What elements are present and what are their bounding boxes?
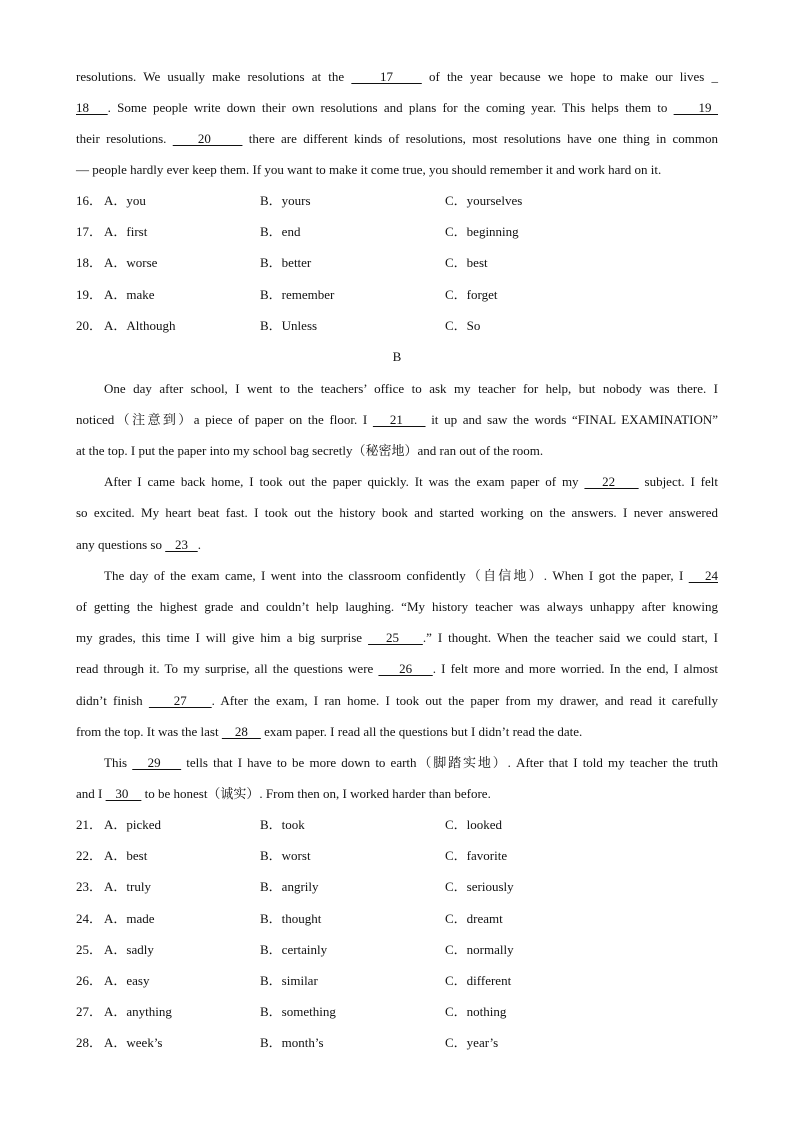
option-c: C．different <box>445 973 512 988</box>
text-line <box>76 162 661 178</box>
question-number: 22． <box>76 848 103 864</box>
text-line <box>104 755 718 771</box>
text-line <box>104 381 718 397</box>
option-b: B．better <box>260 255 312 271</box>
option-a: A．truly <box>104 879 151 895</box>
text-line <box>104 568 718 584</box>
option-c: C．seriously <box>445 879 514 895</box>
text-run: subject. I felt <box>638 474 718 489</box>
option-b: B．something <box>260 1004 336 1020</box>
option-a: A．week’s <box>104 1035 163 1051</box>
question-number: 20． <box>76 317 103 333</box>
text-line <box>76 786 491 802</box>
text-run: to be honest（诚实）. From then on, I worked harder than before. <box>141 786 491 801</box>
question-number: 28． <box>76 1035 103 1051</box>
option-b: B．remember <box>260 286 335 302</box>
option-c: C．normally <box>445 941 514 957</box>
text-run: of the year because we hope to make our lives <box>421 69 712 84</box>
text-run: at the top. I put the paper into my school bag secretly（秘密地）and ran out of the room. <box>76 443 544 458</box>
option-c: C．dreamt <box>445 910 503 926</box>
question-number: 18． <box>76 255 103 271</box>
answer-blank: 17 <box>351 69 422 84</box>
text-run: so excited. My heart beat fast. I took out the history book and started working on the answers. I never answered <box>76 505 718 520</box>
text-line <box>76 537 201 553</box>
option-b: B．Unless <box>260 317 318 333</box>
option-a: A．sadly <box>104 941 154 957</box>
text-run: _ <box>711 69 719 84</box>
answer-blank: 19 <box>673 100 719 115</box>
text-run: there are different kinds of resolutions, most resolutions have one thing in common <box>242 131 718 146</box>
option-a: A．you <box>104 193 146 208</box>
question-number: 19． <box>76 286 103 302</box>
text-line <box>104 474 718 490</box>
option-b: B．worst <box>260 848 311 864</box>
answer-blank: 29 <box>132 755 182 770</box>
text-run: of getting the highest grade and couldn’t help laughing. “My history teacher was always unhappy after knowing <box>76 599 718 614</box>
text-run: This <box>104 755 133 770</box>
option-b: B．certainly <box>260 941 328 957</box>
answer-blank: 24 <box>688 568 718 583</box>
text-run: . <box>197 537 201 552</box>
question-number: 23． <box>76 879 103 895</box>
text-run: . After the exam, I ran home. I took out the paper from my drawer, and read it carefully <box>211 693 718 708</box>
text-run: and I <box>76 786 106 801</box>
answer-blank: 27 <box>148 693 212 708</box>
question-number: 21． <box>76 817 103 832</box>
option-c: C．year’s <box>445 1035 499 1051</box>
answer-blank: 22 <box>584 474 639 489</box>
answer-blank: 21 <box>372 412 426 427</box>
text-run: noticed（注意到）a piece of paper on the floor. I <box>76 412 373 427</box>
question-number: 25． <box>76 941 103 957</box>
option-b: B．thought <box>260 910 322 926</box>
option-c: C．nothing <box>445 1004 507 1020</box>
text-line <box>76 131 718 147</box>
text-run: . I felt more and more worried. In the end, I almost <box>432 661 718 676</box>
question-number: 16． <box>76 193 103 208</box>
question-number: 27． <box>76 1004 103 1020</box>
text-run: exam paper. I read all the questions but I didn’t read the date. <box>260 724 583 739</box>
text-run: didn’t finish <box>76 693 149 708</box>
text-run: — people hardly ever keep them. If you want to make it come true, you should remember it and work hard on it. <box>76 162 662 177</box>
option-c: C．yourselves <box>445 193 523 208</box>
answer-blank: 28 <box>221 724 261 739</box>
option-a: A．easy <box>104 973 150 988</box>
option-b: B．angrily <box>260 879 319 895</box>
text-line <box>76 100 718 116</box>
text-line <box>76 693 718 709</box>
text-run: The day of the exam came, I went into the classroom confidently（自信地）. When I got the paper, I <box>104 568 689 583</box>
text-run: any questions so <box>76 537 166 552</box>
question-number: 26． <box>76 973 103 988</box>
text-run: After I came back home, I took out the paper quickly. It was the exam paper of my <box>104 474 585 489</box>
answer-blank: 26 <box>378 661 433 676</box>
option-b: B．month’s <box>260 1035 324 1051</box>
text-run: it up and saw the words “FINAL EXAMINATION” <box>425 412 718 427</box>
option-c: C．beginning <box>445 224 519 240</box>
text-run: my grades, this time I will give him a big surprise <box>76 630 369 645</box>
option-b: B．yours <box>260 193 311 208</box>
text-line <box>76 630 718 646</box>
answer-blank: 20 <box>172 131 243 146</box>
text-run: tells that I have to be more down to earth（脚踏实地）. After that I told my teacher the truth <box>181 755 718 770</box>
option-c: C．best <box>445 255 488 271</box>
text-line <box>76 443 543 459</box>
option-a: A．worse <box>104 255 158 271</box>
option-a: A．Although <box>104 317 176 333</box>
text-run: read through it. To my surprise, all the questions were <box>76 661 379 676</box>
option-a: A．make <box>104 286 155 302</box>
answer-blank: 25 <box>368 630 423 645</box>
text-line <box>76 69 718 85</box>
text-run: . Some people write down their own resolutions and plans for the coming year. This helps them to <box>107 100 674 115</box>
option-c: C．So <box>445 317 481 333</box>
option-a: A．picked <box>104 817 162 832</box>
text-line <box>76 412 718 428</box>
text-run: their resolutions. <box>76 131 173 146</box>
option-c: C．forget <box>445 286 498 302</box>
option-b: B．similar <box>260 973 318 988</box>
text-run: resolutions. We usually make resolutions at the <box>76 69 352 84</box>
answer-blank: 18 <box>76 100 108 115</box>
option-a: A．first <box>104 224 148 240</box>
option-a: A．made <box>104 910 155 926</box>
text-run: .” I thought. When the teacher said we could start, I <box>422 630 718 645</box>
text-line <box>76 724 582 740</box>
option-c: C．favorite <box>445 848 508 864</box>
text-run: One day after school, I went to the teachers’ office to ask my teacher for help, but nobody was there. I <box>104 381 718 396</box>
text-line <box>76 505 718 521</box>
section-b-title: B <box>392 349 402 364</box>
option-a: A．anything <box>104 1004 172 1020</box>
option-c: C．looked <box>445 817 503 832</box>
text-line <box>76 599 718 615</box>
question-number: 17． <box>76 224 103 240</box>
option-b: B．took <box>260 817 305 832</box>
text-line <box>76 661 718 677</box>
option-b: B．end <box>260 224 301 240</box>
question-number: 24． <box>76 910 103 926</box>
option-a: A．best <box>104 848 148 864</box>
answer-blank: 23 <box>165 537 198 552</box>
answer-blank: 30 <box>105 786 142 801</box>
text-run: from the top. It was the last <box>76 724 222 739</box>
